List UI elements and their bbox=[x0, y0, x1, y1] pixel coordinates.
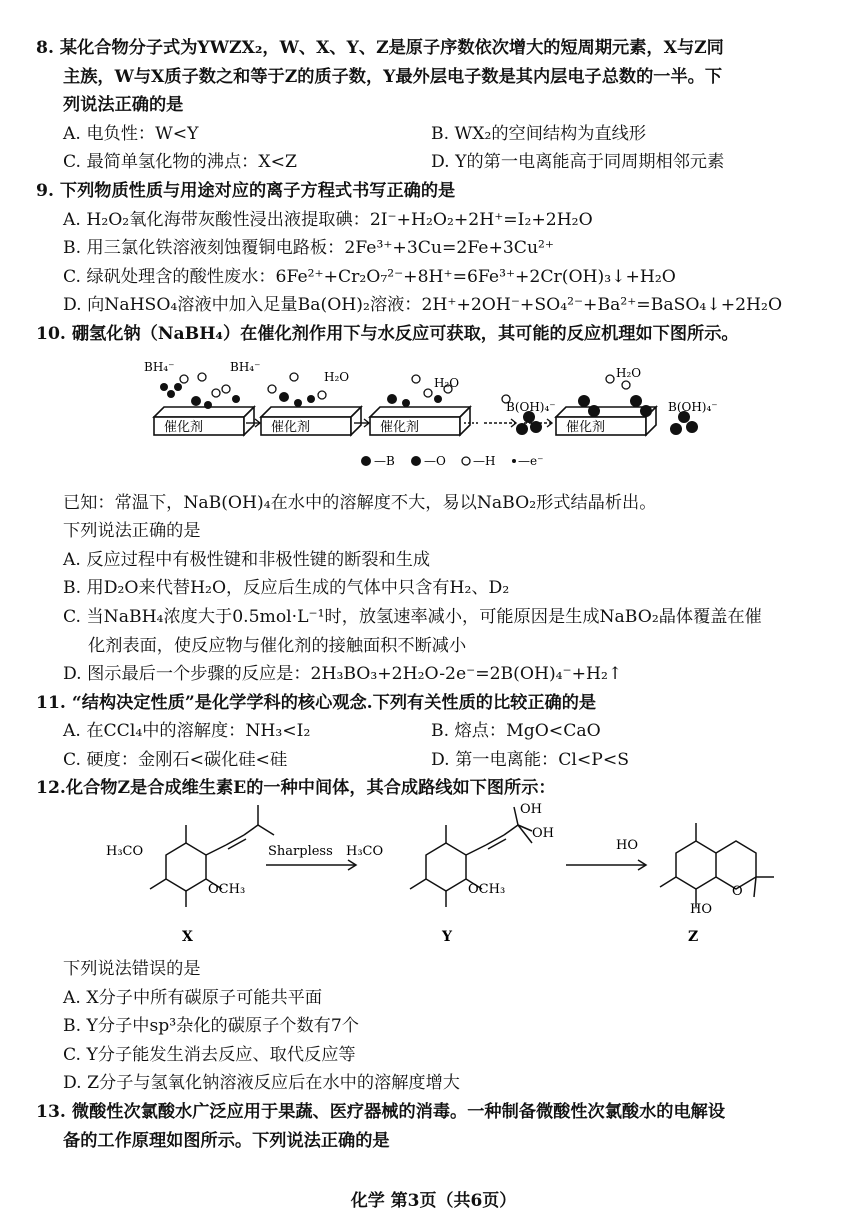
legend-o: —O bbox=[424, 453, 446, 468]
q10-mechanism-figure bbox=[36, 349, 831, 489]
y-och3: OCH₃ bbox=[468, 882, 506, 898]
question-9 bbox=[36, 177, 831, 320]
q10-stem: 10. 硼氢化钠（NaBH₄）在催化剂作用下与水反应可获取，其可能的反应机理如下图所示。 bbox=[36, 323, 739, 344]
q8-option-b: B. WX₂的空间结构为直线形 bbox=[431, 123, 647, 144]
h2o-label-3: H₂O bbox=[616, 365, 642, 380]
question-8 bbox=[36, 34, 831, 177]
q8-option-c: C. 最简单氢化物的沸点：X<Z bbox=[63, 152, 297, 173]
y-oh-2: OH bbox=[532, 826, 554, 842]
q8-stem-line1: 8. 某化合物分子式为YWZX₂，W、X、Y、Z是原子序数依次增大的短周期元素，X与Z同 bbox=[36, 38, 724, 58]
catalyst-label-4: 催化剂 bbox=[566, 419, 606, 435]
q11-options-ab bbox=[36, 717, 831, 746]
q12-option-c: C. Y分子能发生消去反应、取代反应等 bbox=[63, 1044, 356, 1065]
reagent-sharpless: Sharpless bbox=[268, 844, 333, 860]
catalyst-label-2: 催化剂 bbox=[271, 419, 311, 435]
q13-stem-line2: 备的工作原理如图所示。下列说法正确的是 bbox=[63, 1130, 390, 1151]
catalyst-label-3: 催化剂 bbox=[380, 419, 420, 435]
z-ho-1: HO bbox=[616, 838, 638, 854]
q9-option-c: C. 绿矾处理含的酸性废水：6Fe²⁺+Cr₂O₇²⁻+8H⁺=6Fe³⁺+2Cr(OH)₃↓+H₂O bbox=[63, 266, 676, 287]
z-ho-2: HO bbox=[690, 902, 712, 918]
q9-option-d: D. 向NaHSO₄溶液中加入足量Ba(OH)₂溶液：2H⁺+2OH⁻+SO₄²⁻+Ba²⁺=BaSO₄↓+2H₂O bbox=[63, 295, 783, 316]
page-footer: 化学 第3页（共6页） bbox=[350, 1191, 517, 1211]
catalyst-label-1: 催化剂 bbox=[164, 419, 204, 435]
boh-label-2: B(OH)₄⁻ bbox=[668, 399, 718, 414]
question-12 bbox=[36, 774, 831, 1098]
q11-option-a: A. 在CCl₄中的溶解度：NH₃<I₂ bbox=[63, 721, 311, 742]
legend-h: —H bbox=[473, 453, 496, 468]
q8-option-d: D. Y的第一电离能高于同周期相邻元素 bbox=[431, 152, 725, 173]
q8-stem-line3: 列说法正确的是 bbox=[63, 95, 184, 116]
q11-stem: 11. “结构决定性质”是化学学科的核心观念.下列有关性质的比较正确的是 bbox=[36, 692, 597, 713]
y-oh-1: OH bbox=[520, 803, 542, 818]
q10-option-c-line1: C. 当NaBH₄浓度大于0.5mol·L⁻¹时，放氢速率减小，可能原因是生成NaBO₂晶体覆盖在催 bbox=[63, 606, 762, 627]
q13-stem-line1: 13. 微酸性次氯酸水广泛应用于果蔬、医疗器械的消毒。一种制备微酸性次氯酸水的电解设 bbox=[36, 1102, 726, 1123]
q11-option-b: B. 熔点：MgO<CaO bbox=[431, 721, 601, 742]
q12-option-d: D. Z分子与氢氧化钠溶液反应后在水中的溶解度增大 bbox=[63, 1073, 460, 1094]
q10-known: 已知：常温下，NaB(OH)₄在水中的溶解度不大，易以NaBO₂形式结晶析出。 bbox=[63, 492, 657, 513]
label-x: X bbox=[182, 929, 193, 946]
bh4-label-1: BH₄⁻ bbox=[144, 359, 175, 374]
q8-stem-line2: 主族，W与X质子数之和等于Z的质子数，Y最外层电子数是其内层电子总数的一半。下 bbox=[63, 66, 723, 87]
legend-b: —B bbox=[374, 453, 395, 468]
q9-option-a: A. H₂O₂氧化海带灰酸性浸出液提取碘：2I⁻+H₂O₂+2H⁺=I₂+2H₂O bbox=[63, 209, 593, 230]
h2o-label-2: H₂O bbox=[434, 375, 460, 390]
y-h3co: H₃CO bbox=[346, 844, 384, 860]
q10-option-d: D. 图示最后一个步骤的反应是：2H₃BO₃+2H₂O-2e⁻=2B(OH)₄⁻+H₂↑ bbox=[63, 664, 623, 685]
question-10 bbox=[36, 320, 831, 689]
mechanism-diagram bbox=[36, 349, 831, 489]
question-11 bbox=[36, 689, 831, 775]
q8-options-cd bbox=[36, 148, 831, 177]
q12-option-b: B. Y分子中sp³杂化的碳原子个数有7个 bbox=[63, 1016, 359, 1037]
legend-e: —e⁻ bbox=[518, 453, 544, 468]
q11-option-d: D. 第一电离能：Cl<P<S bbox=[431, 749, 630, 770]
bh4-label-2: BH₄⁻ bbox=[230, 359, 261, 374]
z-ring-o: O bbox=[732, 884, 743, 900]
h2o-label-1: H₂O bbox=[324, 369, 350, 384]
q9-stem: 9. 下列物质性质与用途对应的离子方程式书写正确的是 bbox=[36, 180, 456, 201]
x-och3: OCH₃ bbox=[208, 882, 246, 898]
x-h3co: H₃CO bbox=[106, 844, 144, 860]
q11-options-cd bbox=[36, 746, 831, 775]
q10-option-a: A. 反应过程中有极性键和非极性键的断裂和生成 bbox=[63, 549, 431, 570]
q9-option-b: B. 用三氯化铁溶液刻蚀覆铜电路板：2Fe³⁺+3Cu=2Fe+3Cu²⁺ bbox=[63, 238, 554, 259]
q11-option-c: C. 硬度：金刚石<碳化硅<硅 bbox=[63, 749, 288, 770]
boh-label-1: B(OH)₄⁻ bbox=[506, 399, 556, 414]
q12-ask: 下列说法错误的是 bbox=[63, 959, 201, 980]
question-13 bbox=[36, 1098, 831, 1155]
q12-stem: 12.化合物Z是合成维生素E的一种中间体，其合成路线如下图所示： bbox=[36, 778, 556, 799]
label-y: Y bbox=[442, 929, 452, 946]
q8-option-a: A. 电负性：W<Y bbox=[63, 123, 199, 144]
q12-option-a: A. X分子中所有碳原子可能共平面 bbox=[63, 987, 323, 1008]
label-z: Z bbox=[688, 929, 699, 946]
q12-synthesis-figure bbox=[36, 803, 831, 955]
q10-option-b: B. 用D₂O来代替H₂O，反应后生成的气体中只含有H₂、D₂ bbox=[63, 578, 510, 599]
q10-ask: 下列说法正确的是 bbox=[63, 521, 201, 542]
q10-option-c-line2: 化剂表面，使反应物与催化剂的接触面积不断减小 bbox=[88, 635, 467, 656]
synthesis-route-diagram bbox=[36, 803, 831, 955]
q8-options-ab bbox=[36, 120, 831, 149]
